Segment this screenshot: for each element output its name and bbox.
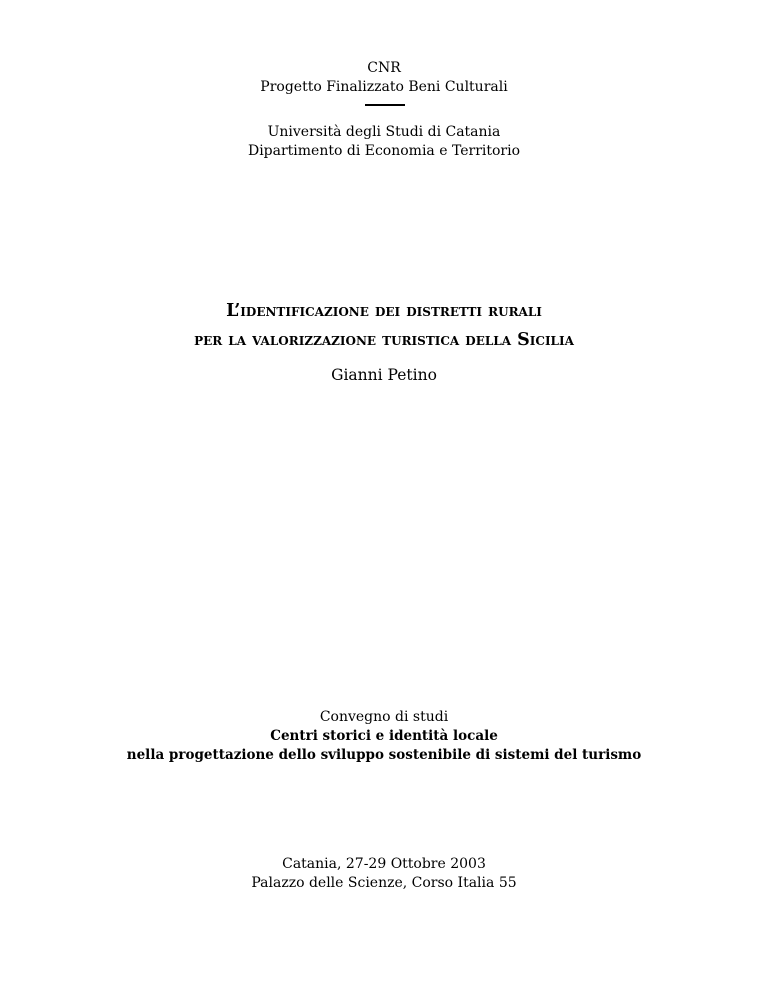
university-name: Università degli Studi di Catania: [267, 124, 501, 140]
conference-name-line-1: Centri storici e identità locale: [270, 728, 498, 744]
conference-date-place: Catania, 27-29 Ottobre 2003: [282, 856, 486, 872]
title-line-2: per la valorizzazione turistica della Sicilia: [194, 330, 574, 350]
conference-address: Palazzo delle Scienze, Corso Italia 55: [251, 875, 517, 891]
title-line-1: L’identificazione dei distretti rurali: [226, 301, 542, 321]
department-name: Dipartimento di Economia e Territorio: [247, 143, 521, 159]
org-name: CNR: [367, 60, 401, 76]
project-name: Progetto Finalizzato Beni Culturali: [260, 79, 508, 95]
conference-name-line-2: nella progettazione dello sviluppo sostenibile di sistemi del turismo: [126, 747, 642, 763]
author-name: Gianni Petino: [331, 366, 437, 384]
conference-label: Convegno di studi: [319, 709, 449, 725]
separator-rule: [365, 104, 405, 106]
